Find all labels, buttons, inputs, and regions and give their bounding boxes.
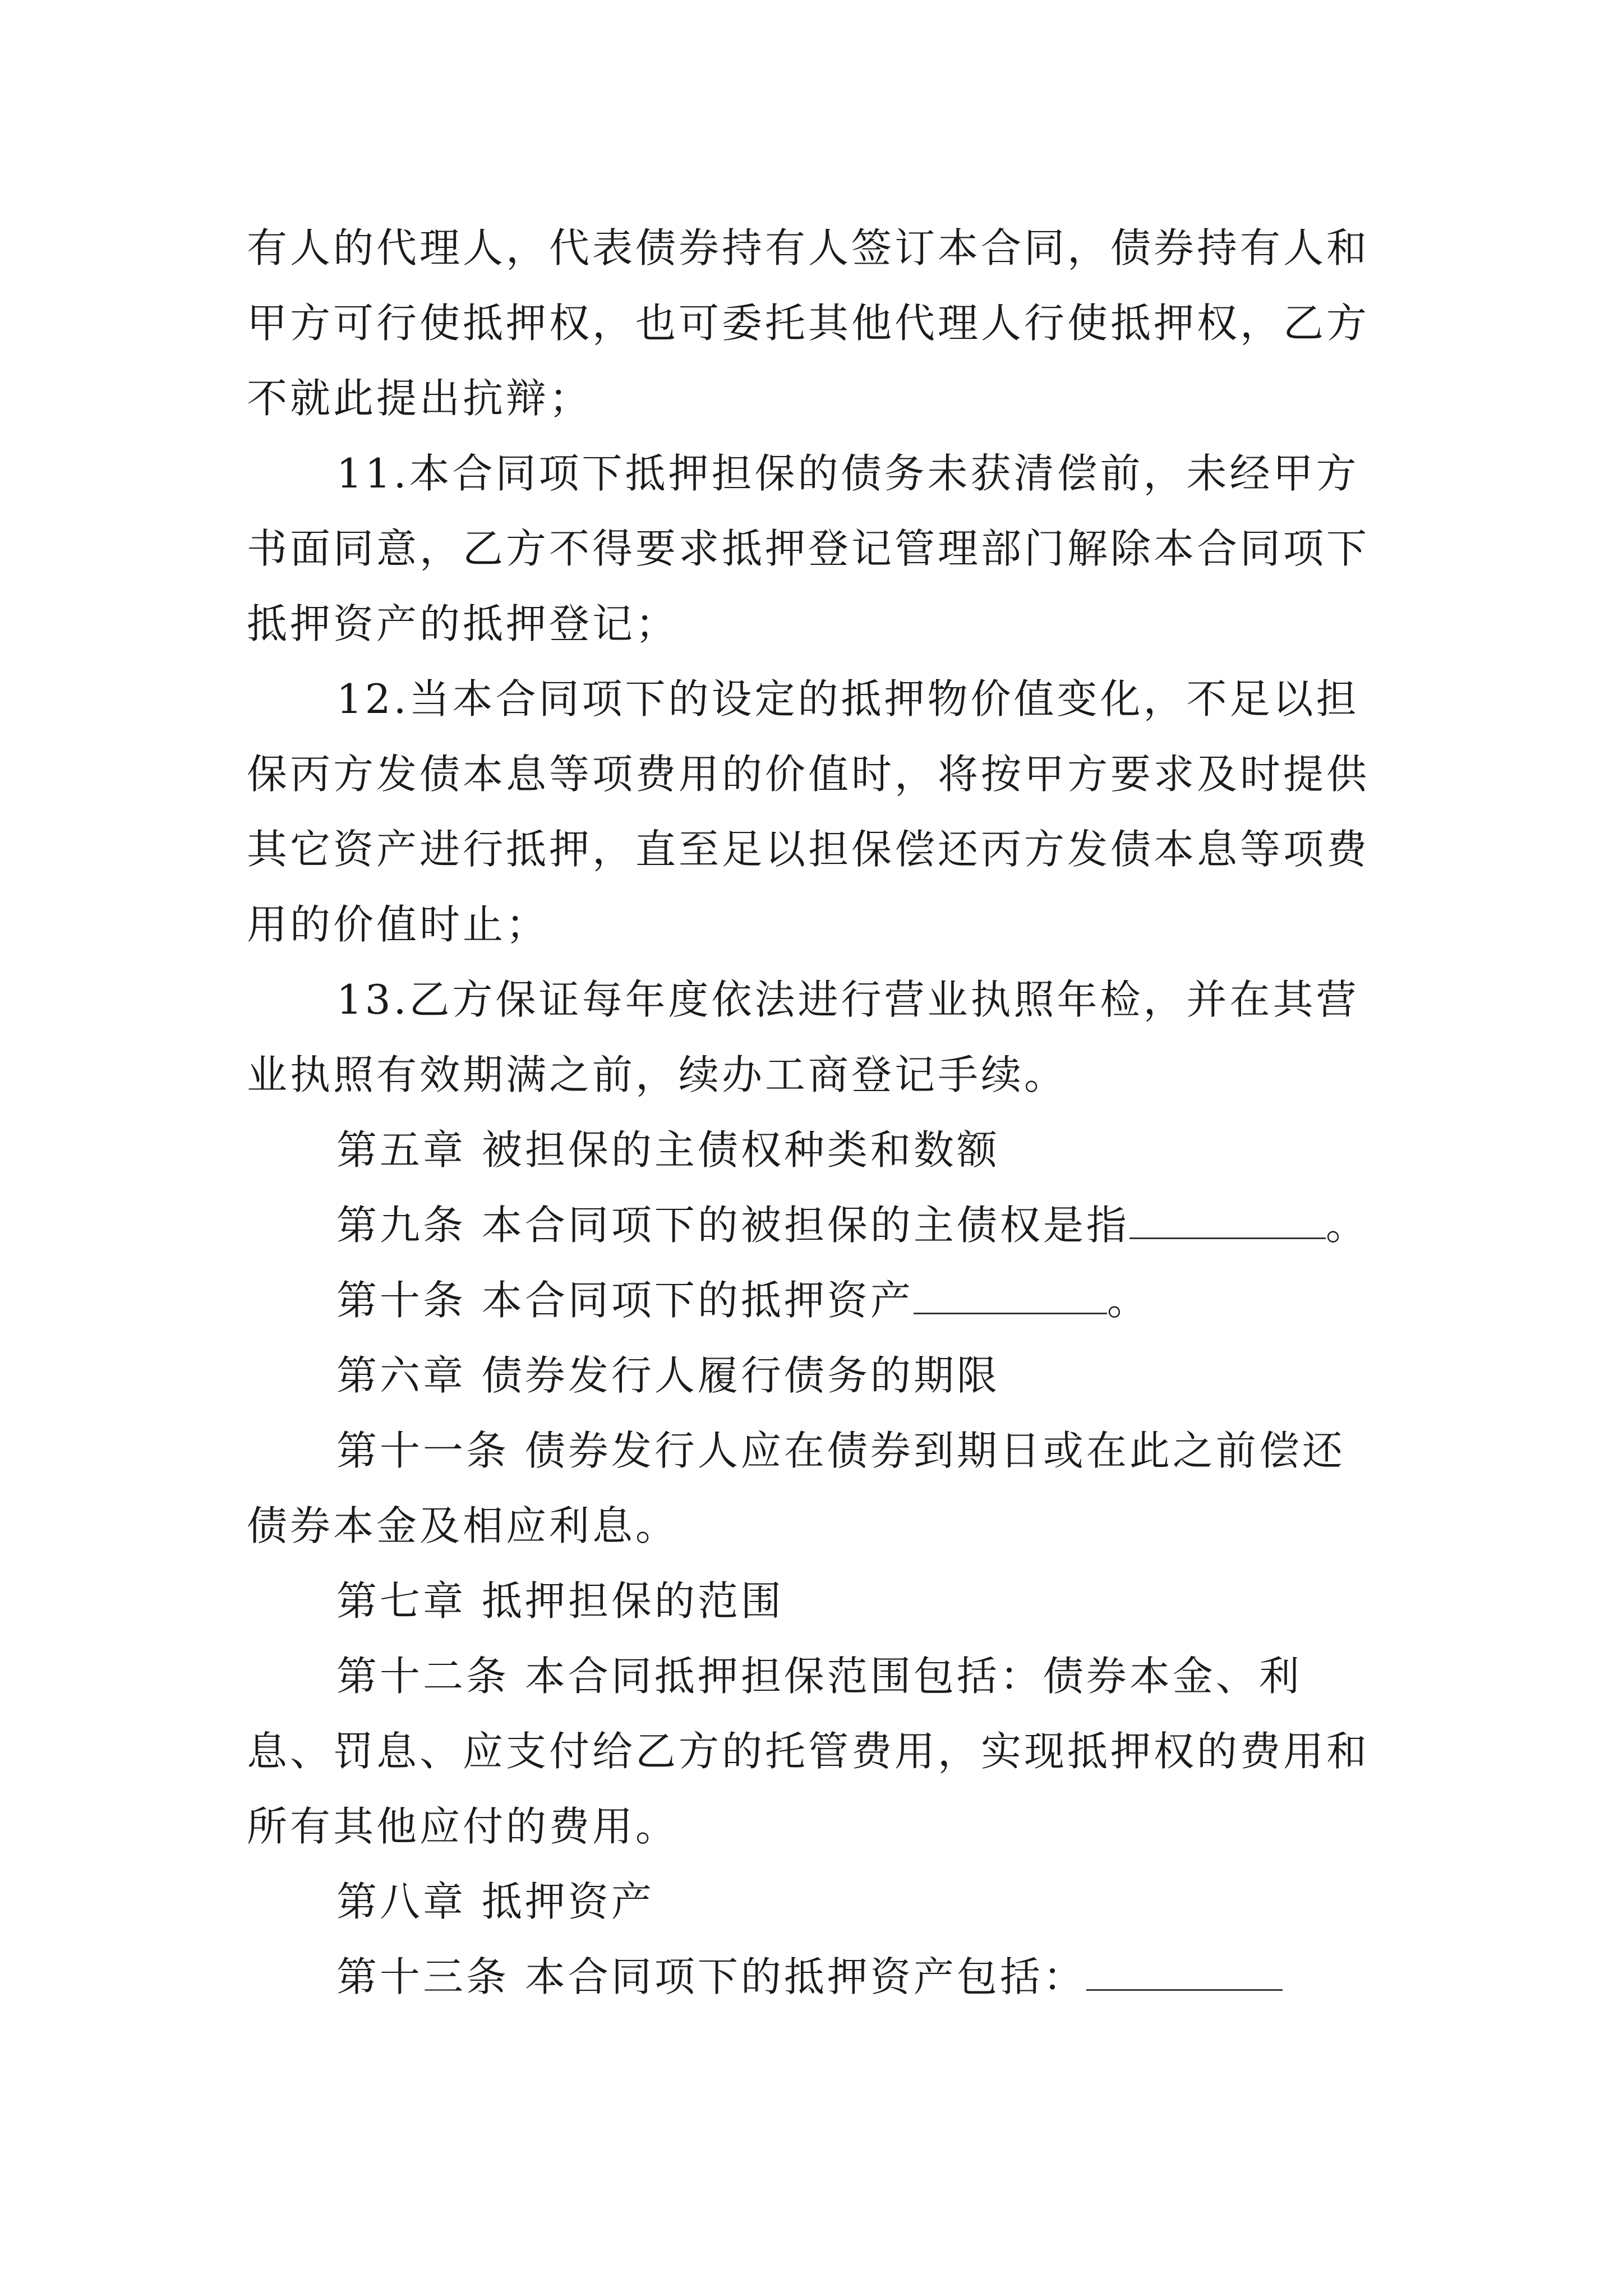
- paragraph-continuation: 有人的代理人，代表债券持有人签订本合同，债券持有人和甲方可行使抵押权，也可委托其他代理人行使抵押权，乙方不就此提出抗辩；: [247, 224, 1370, 422]
- chapter-7-heading: 第七章 抵押担保的范围: [336, 1577, 784, 1625]
- article-10-blank: [914, 1279, 1107, 1314]
- article-9-end: 。: [1325, 1202, 1369, 1249]
- article-9: [247, 1188, 1385, 1263]
- article-13: [247, 1939, 1385, 2014]
- chapter-8-heading: 第八章 抵押资产: [336, 1878, 654, 1925]
- chapter-6-heading: 第六章 债券发行人履行债务的期限: [336, 1352, 1000, 1399]
- article-9-blank: [1129, 1204, 1326, 1239]
- article-9-text: 第九条 本合同项下的被担保的主债权是指: [336, 1202, 1129, 1249]
- article-13-blank: [1086, 1955, 1283, 1991]
- article-13-text: 第十三条 本合同项下的抵押资产包括：: [336, 1953, 1086, 2000]
- clause-13: 13.乙方保证每年度依法进行营业执照年检，并在其营业执照有效期满之前，续办工商登记手续。: [247, 976, 1359, 1098]
- document-page: [247, 210, 1385, 2014]
- article-11: 第十一条 债券发行人应在债券到期日或在此之前偿还债券本金及相应利息。: [247, 1427, 1345, 1549]
- article-10-text: 第十条 本合同项下的抵押资产: [336, 1277, 914, 1324]
- article-10-end: 。: [1106, 1277, 1150, 1324]
- article-10: [247, 1263, 1385, 1338]
- clause-11: 11.本合同项下抵押担保的债务未获清偿前，未经甲方书面同意，乙方不得要求抵押登记管理部门解除本合同项下抵押资产的抵押登记；: [247, 450, 1370, 647]
- article-12: 第十二条 本合同抵押担保范围包括：债券本金、利息、罚息、应支付给乙方的托管费用，实现抵押权的费用和所有其他应付的费用。: [247, 1653, 1370, 1850]
- clause-12: 12.当本合同项下的设定的抵押物价值变化，不足以担保丙方发债本息等项费用的价值时，将按甲方要求及时提供其它资产进行抵押，直至足以担保偿还丙方发债本息等项费用的价值时止；: [247, 675, 1370, 948]
- chapter-5-heading: 第五章 被担保的主债权种类和数额: [336, 1126, 1000, 1174]
